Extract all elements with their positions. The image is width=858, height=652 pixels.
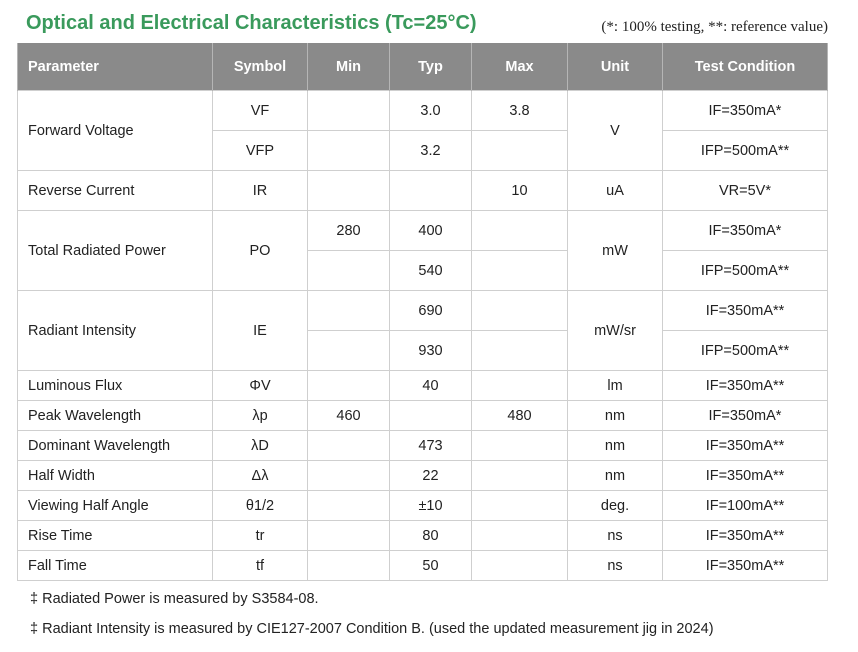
- typ-cell: 400: [390, 211, 472, 251]
- max-cell: [472, 551, 568, 581]
- typ-cell: 3.2: [390, 131, 472, 171]
- table-row: [18, 461, 828, 491]
- table-row: [18, 491, 828, 521]
- reference-note: (*: 100% testing, **: reference value): [601, 19, 828, 35]
- footnote-radiated-power: ‡ Radiated Power is measured by S3584-08.: [30, 591, 319, 607]
- parameter-cell: Fall Time: [18, 551, 213, 581]
- unit-cell: mW/sr: [568, 291, 663, 371]
- condition-cell: IFP=500mA**: [663, 251, 828, 291]
- condition-cell: IF=350mA*: [663, 91, 828, 131]
- table-row: [18, 91, 828, 131]
- header-unit: Unit: [568, 43, 663, 91]
- max-cell: [472, 131, 568, 171]
- unit-cell: mW: [568, 211, 663, 291]
- max-cell: [472, 431, 568, 461]
- header-parameter: Parameter: [18, 43, 213, 91]
- parameter-cell: Forward Voltage: [18, 91, 213, 171]
- typ-cell: 690: [390, 291, 472, 331]
- max-cell: 480: [472, 401, 568, 431]
- min-cell: [308, 291, 390, 331]
- symbol-cell: PO: [213, 211, 308, 291]
- page-title: Optical and Electrical Characteristics (Tc=25°C): [26, 12, 477, 34]
- unit-cell: deg.: [568, 491, 663, 521]
- min-cell: [308, 491, 390, 521]
- max-cell: [472, 331, 568, 371]
- typ-cell: 540: [390, 251, 472, 291]
- min-cell: [308, 521, 390, 551]
- min-cell: [308, 331, 390, 371]
- max-cell: [472, 291, 568, 331]
- unit-cell: lm: [568, 371, 663, 401]
- condition-cell: IF=350mA**: [663, 371, 828, 401]
- condition-cell: IF=350mA**: [663, 461, 828, 491]
- unit-cell: nm: [568, 401, 663, 431]
- table-row: [18, 431, 828, 461]
- header-min: Min: [308, 43, 390, 91]
- min-cell: [308, 551, 390, 581]
- condition-cell: VR=5V*: [663, 171, 828, 211]
- parameter-cell: Luminous Flux: [18, 371, 213, 401]
- parameter-cell: Rise Time: [18, 521, 213, 551]
- parameter-cell: Radiant Intensity: [18, 291, 213, 371]
- table-row: [18, 211, 828, 251]
- min-cell: [308, 131, 390, 171]
- typ-cell: 930: [390, 331, 472, 371]
- unit-cell: V: [568, 91, 663, 171]
- symbol-cell: IE: [213, 291, 308, 371]
- typ-cell: 22: [390, 461, 472, 491]
- min-cell: [308, 251, 390, 291]
- condition-cell: IF=350mA**: [663, 521, 828, 551]
- max-cell: [472, 211, 568, 251]
- symbol-cell: IR: [213, 171, 308, 211]
- max-cell: [472, 251, 568, 291]
- condition-cell: IFP=500mA**: [663, 331, 828, 371]
- parameter-cell: Reverse Current: [18, 171, 213, 211]
- symbol-cell: Δλ: [213, 461, 308, 491]
- condition-cell: IF=350mA**: [663, 431, 828, 461]
- parameter-cell: Total Radiated Power: [18, 211, 213, 291]
- table-row: [18, 171, 828, 211]
- min-cell: [308, 461, 390, 491]
- parameter-cell: Peak Wavelength: [18, 401, 213, 431]
- table-row: [18, 521, 828, 551]
- max-cell: 3.8: [472, 91, 568, 131]
- unit-cell: nm: [568, 461, 663, 491]
- unit-cell: ns: [568, 521, 663, 551]
- table-row: [18, 551, 828, 581]
- condition-cell: IF=350mA*: [663, 211, 828, 251]
- typ-cell: 40: [390, 371, 472, 401]
- condition-cell: IF=350mA**: [663, 551, 828, 581]
- typ-cell: 80: [390, 521, 472, 551]
- typ-cell: 50: [390, 551, 472, 581]
- min-cell: [308, 431, 390, 461]
- table-row: [18, 291, 828, 331]
- symbol-cell: tf: [213, 551, 308, 581]
- condition-cell: IF=350mA**: [663, 291, 828, 331]
- characteristics-table: [17, 43, 828, 581]
- min-cell: 280: [308, 211, 390, 251]
- footnote-radiant-intensity: ‡ Radiant Intensity is measured by CIE127-2007 Condition B. (used the updated measurement jig in 2024): [30, 621, 714, 637]
- max-cell: 10: [472, 171, 568, 211]
- condition-cell: IF=350mA*: [663, 401, 828, 431]
- symbol-cell: tr: [213, 521, 308, 551]
- symbol-cell: θ1/2: [213, 491, 308, 521]
- unit-cell: ns: [568, 551, 663, 581]
- symbol-cell: VF: [213, 91, 308, 131]
- header-max: Max: [472, 43, 568, 91]
- header-test-condition: Test Condition: [663, 43, 828, 91]
- condition-cell: IF=100mA**: [663, 491, 828, 521]
- parameter-cell: Half Width: [18, 461, 213, 491]
- parameter-cell: Viewing Half Angle: [18, 491, 213, 521]
- unit-cell: nm: [568, 431, 663, 461]
- header-symbol: Symbol: [213, 43, 308, 91]
- symbol-cell: λp: [213, 401, 308, 431]
- typ-cell: 473: [390, 431, 472, 461]
- unit-cell: uA: [568, 171, 663, 211]
- table-header-row: [18, 43, 828, 91]
- typ-cell: ±10: [390, 491, 472, 521]
- symbol-cell: ΦV: [213, 371, 308, 401]
- symbol-cell: VFP: [213, 131, 308, 171]
- typ-cell: [390, 401, 472, 431]
- max-cell: [472, 371, 568, 401]
- parameter-cell: Dominant Wavelength: [18, 431, 213, 461]
- min-cell: [308, 371, 390, 401]
- typ-cell: [390, 171, 472, 211]
- condition-cell: IFP=500mA**: [663, 131, 828, 171]
- max-cell: [472, 521, 568, 551]
- max-cell: [472, 461, 568, 491]
- header-typ: Typ: [390, 43, 472, 91]
- table-row: [18, 401, 828, 431]
- min-cell: [308, 91, 390, 131]
- typ-cell: 3.0: [390, 91, 472, 131]
- max-cell: [472, 491, 568, 521]
- symbol-cell: λD: [213, 431, 308, 461]
- min-cell: 460: [308, 401, 390, 431]
- table-row: [18, 371, 828, 401]
- min-cell: [308, 171, 390, 211]
